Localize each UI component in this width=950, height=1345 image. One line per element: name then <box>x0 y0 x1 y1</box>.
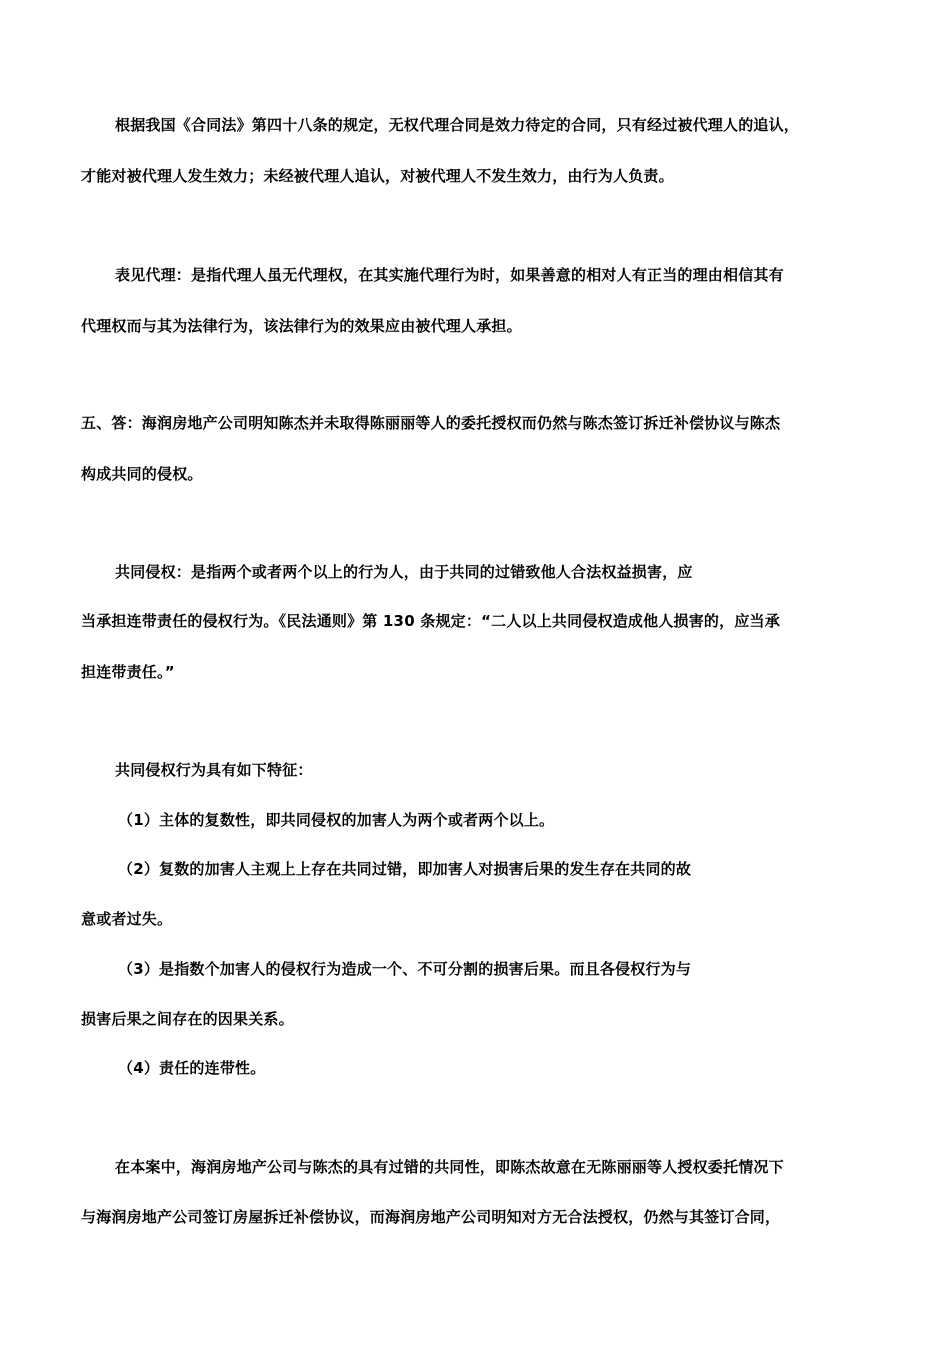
list-item: （4）责任的连带性。 <box>118 1059 266 1077</box>
paragraph-line: 共同侵权行为具有如下特征： <box>115 761 313 779</box>
paragraph-line: 才能对被代理人发生效力；未经被代理人追认，对被代理人不发生效力，由行为人负责。 <box>81 167 674 185</box>
paragraph-line: 代理权而与其为法律行为，该法律行为的效果应由被代理人承担。 <box>81 317 522 335</box>
paragraph-line: 根据我国《合同法》第四十八条的规定，无权代理合同是效力待定的合同，只有经过被代理人的追认， <box>115 116 800 134</box>
paragraph-line: 意或者过失。 <box>81 910 173 928</box>
paragraph-line: 与海润房地产公司签订房屋拆迁补偿协议，而海润房地产公司明知对方无合法授权，仍然与其签订合同， <box>81 1208 781 1226</box>
paragraph-line: 担连带责任。” <box>81 663 175 681</box>
paragraph-line: 五、答：海润房地产公司明知陈杰并未取得陈丽丽等人的委托授权而仍然与陈杰签订拆迁补偿协议与陈杰 <box>81 414 781 432</box>
paragraph-line: 损害后果之间存在的因果关系。 <box>81 1010 294 1028</box>
list-item: （3）是指数个加害人的侵权行为造成一个、不可分割的损害后果。而且各侵权行为与 <box>118 960 692 978</box>
list-item: （2）复数的加害人主观上上存在共同过错，即加害人对损害后果的发生存在共同的故 <box>118 860 692 878</box>
list-item: （1）主体的复数性，即共同侵权的加害人为两个或者两个以上。 <box>118 811 555 829</box>
paragraph-line: 当承担连带责任的侵权行为。《民法通则》第 130 条规定：“二人以上共同侵权造成他人损害的，应当承 <box>81 612 780 630</box>
paragraph-line: 共同侵权：是指两个或者两个以上的行为人，由于共同的过错致他人合法权益损害，应 <box>115 563 693 581</box>
paragraph-line: 在本案中，海润房地产公司与陈杰的具有过错的共同性，即陈杰故意在无陈丽丽等人授权委托情况下 <box>115 1158 784 1176</box>
paragraph-line: 表见代理：是指代理人虽无代理权，在其实施代理行为时，如果善意的相对人有正当的理由相信其有 <box>115 266 784 284</box>
paragraph-line: 构成共同的侵权。 <box>81 465 203 483</box>
